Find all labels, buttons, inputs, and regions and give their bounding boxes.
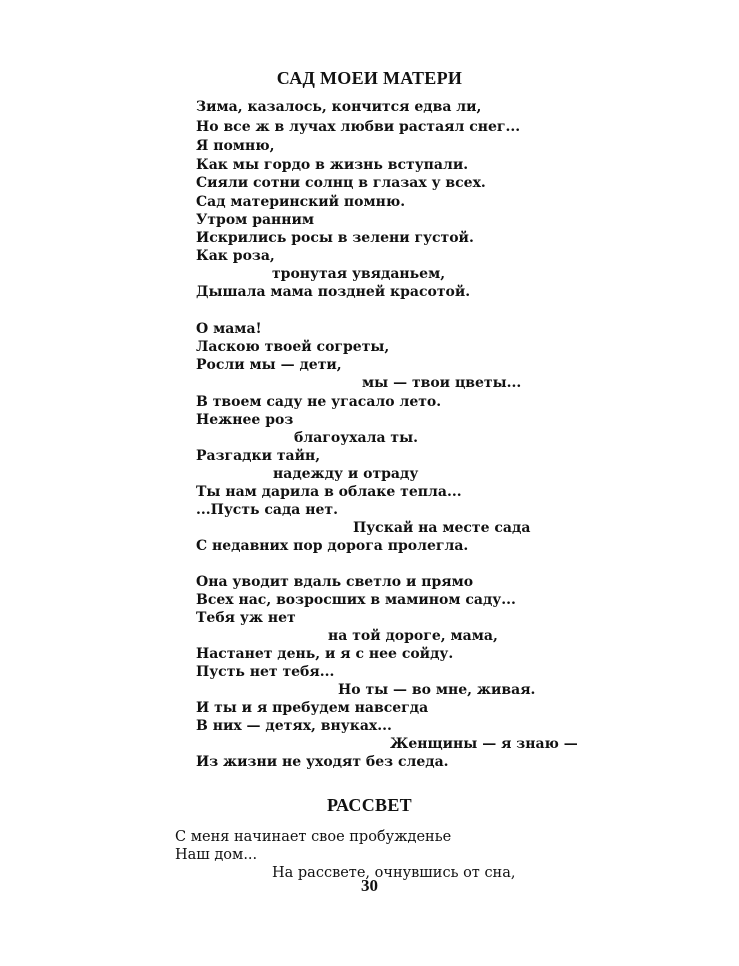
- poem-title: САД МОЕИ МАТЕРИ: [276, 68, 463, 88]
- poem-line: надежду и отраду: [273, 466, 419, 482]
- poem-line: Ты нам дарила в облаке тепла...: [196, 484, 462, 500]
- poem-line: Из жизни не уходят без следа.: [196, 754, 449, 770]
- poem-line: тронутая увяданьем,: [272, 266, 446, 282]
- poem-line: благоухала ты.: [294, 430, 418, 446]
- poem-line: С меня начинает свое пробужденье: [175, 829, 452, 845]
- poem-line: Она уводит вдаль светло и прямо: [196, 574, 474, 590]
- poem-line: Росли мы — дети,: [196, 357, 342, 373]
- poem-line: ...Пусть сада нет.: [196, 502, 338, 518]
- poem-line: Нежнее роз: [196, 412, 294, 428]
- poem-line: Сияли сотни солнц в глазах у всех.: [196, 175, 486, 191]
- poem-line: Утром ранним: [196, 212, 315, 228]
- poem-line: на той дороге, мама,: [328, 628, 498, 644]
- poem-line: И ты и я пребудем навсегда: [196, 700, 429, 716]
- poem-line: О мама!: [196, 321, 262, 337]
- poem-line: Пусть нет тебя...: [196, 664, 335, 680]
- poem-line: Женщины — я знаю —: [390, 736, 578, 752]
- poem-line: Наш дом...: [175, 847, 258, 863]
- poem-line: В твоем саду не угасало лето.: [196, 394, 442, 410]
- poem-title: РАССВЕТ: [327, 795, 412, 815]
- poem-line: Но все ж в лучах любви растаял снег...: [196, 119, 521, 135]
- poem-line: Но ты — во мне, живая.: [338, 682, 536, 698]
- poem-line: Ласкою твоей согреты,: [196, 339, 390, 355]
- poem-line: Дышала мама поздней красотой.: [196, 284, 471, 300]
- poem-line: Как роза,: [196, 248, 275, 264]
- poem-line: Искрились росы в зелени густой.: [196, 230, 474, 246]
- page-number: 30: [361, 876, 378, 895]
- poem-line: Разгадки тайн,: [196, 448, 321, 464]
- poem-line: Зима, казалось, кончится едва ли,: [196, 99, 482, 115]
- poem-line: Как мы гордо в жизнь вступали.: [196, 157, 469, 173]
- poem-line: мы — твои цветы...: [362, 375, 522, 391]
- poem-line: Пускай на месте сада: [353, 520, 531, 536]
- poem-line: На рассвете, очнувшись от сна,: [272, 865, 516, 881]
- poem-line: Тебя уж нет: [196, 610, 296, 626]
- poem-line: С недавних пор дорога пролегла.: [196, 538, 469, 554]
- poem-line: Всех нас, возросших в мамином саду...: [196, 592, 516, 608]
- poem-line: Сад материнский помню.: [196, 194, 406, 210]
- poem-line: Я помню,: [196, 138, 275, 154]
- poem-line: Настанет день, и я с нее сойду.: [196, 646, 454, 662]
- poem-line: В них — детях, внуках...: [196, 718, 392, 734]
